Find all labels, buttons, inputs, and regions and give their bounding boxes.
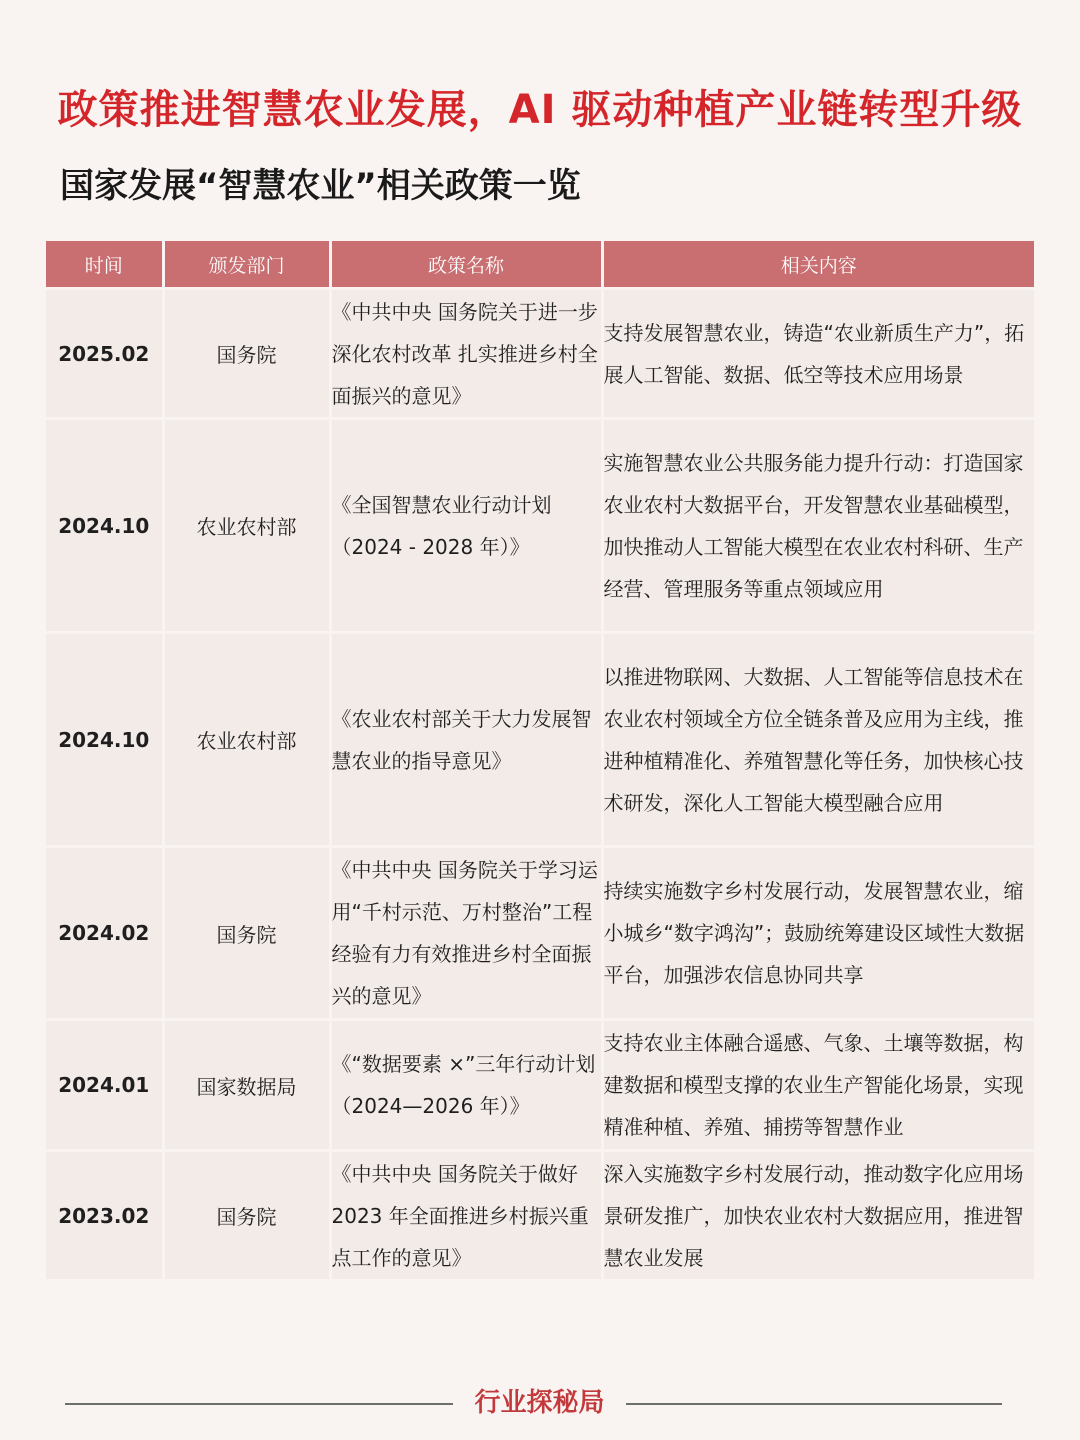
row-dept: 农业农村部: [163, 419, 330, 633]
row-dept: 国务院: [163, 289, 330, 419]
row-date: 2024.10: [46, 633, 163, 847]
main-title: 政策推进智慧农业发展，AI 驱动种植产业链转型升级: [57, 87, 1023, 133]
row-date: 2024.02: [46, 847, 163, 1020]
row-policy-name: 《中共中央 国务院关于学习运用“千村示范、万村整治”工程经验有力有效推进乡村全面振兴的意见》: [330, 847, 602, 1020]
row-content: 支持农业主体融合遥感、气象、土壤等数据，构建数据和模型支撑的农业生产智能化场景，实现精准种植、养殖、捕捞等智慧作业: [602, 1020, 1034, 1151]
row-dept: 国务院: [163, 847, 330, 1020]
row-dept: 国务院: [163, 1151, 330, 1281]
row-content: 支持发展智慧农业，铸造“农业新质生产力”，拓展人工智能、数据、低空等技术应用场景: [602, 289, 1034, 419]
row-dept: 农业农村部: [163, 633, 330, 847]
table-header-row: [46, 241, 1034, 289]
row-date: 2024.01: [46, 1020, 163, 1151]
footer-brand: 行业探秘局: [474, 1388, 605, 1418]
table-row: [46, 289, 1034, 419]
table-row: [46, 633, 1034, 847]
row-policy-name: 《全国智慧农业行动计划（2024 - 2028 年）》: [330, 419, 602, 633]
row-content: 实施智慧农业公共服务能力提升行动：打造国家农业农村大数据平台，开发智慧农业基础模型，加快推动人工智能大模型在农业农村科研、生产经营、管理服务等重点领域应用: [602, 419, 1034, 633]
table-row: [46, 1020, 1034, 1151]
row-policy-name: 《农业农村部关于大力发展智慧农业的指导意见》: [330, 633, 602, 847]
sub-title: 国家发展“智慧农业”相关政策一览: [60, 166, 581, 206]
table-row: [46, 847, 1034, 1020]
row-policy-name: 《“数据要素 ×”三年行动计划（2024—2026 年）》: [330, 1020, 602, 1151]
footer-divider-right: [626, 1403, 1002, 1405]
table-row: [46, 1151, 1034, 1281]
policy-table: [46, 241, 1034, 1282]
header-content: 相关内容: [602, 241, 1034, 289]
row-dept: 国家数据局: [163, 1020, 330, 1151]
footer-divider-left: [65, 1403, 453, 1405]
row-date: 2023.02: [46, 1151, 163, 1281]
row-content: 深入实施数字乡村发展行动，推动数字化应用场景研发推广，加快农业农村大数据应用，推进智慧农业发展: [602, 1151, 1034, 1281]
row-policy-name: 《中共中央 国务院关于做好 2023 年全面推进乡村振兴重点工作的意见》: [330, 1151, 602, 1281]
row-content: 以推进物联网、大数据、人工智能等信息技术在农业农村领域全方位全链条普及应用为主线，推进种植精准化、养殖智慧化等任务，加快核心技术研发，深化人工智能大模型融合应用: [602, 633, 1034, 847]
header-dept: 颁发部门: [163, 241, 330, 289]
row-policy-name: 《中共中央 国务院关于进一步深化农村改革 扎实推进乡村全面振兴的意见》: [330, 289, 602, 419]
table-row: [46, 419, 1034, 633]
row-date: 2024.10: [46, 419, 163, 633]
header-policy-name: 政策名称: [330, 241, 602, 289]
row-date: 2025.02: [46, 289, 163, 419]
header-date: 时间: [46, 241, 163, 289]
row-content: 持续实施数字乡村发展行动，发展智慧农业，缩小城乡“数字鸿沟”；鼓励统筹建设区域性大数据平台，加强涉农信息协同共享: [602, 847, 1034, 1020]
